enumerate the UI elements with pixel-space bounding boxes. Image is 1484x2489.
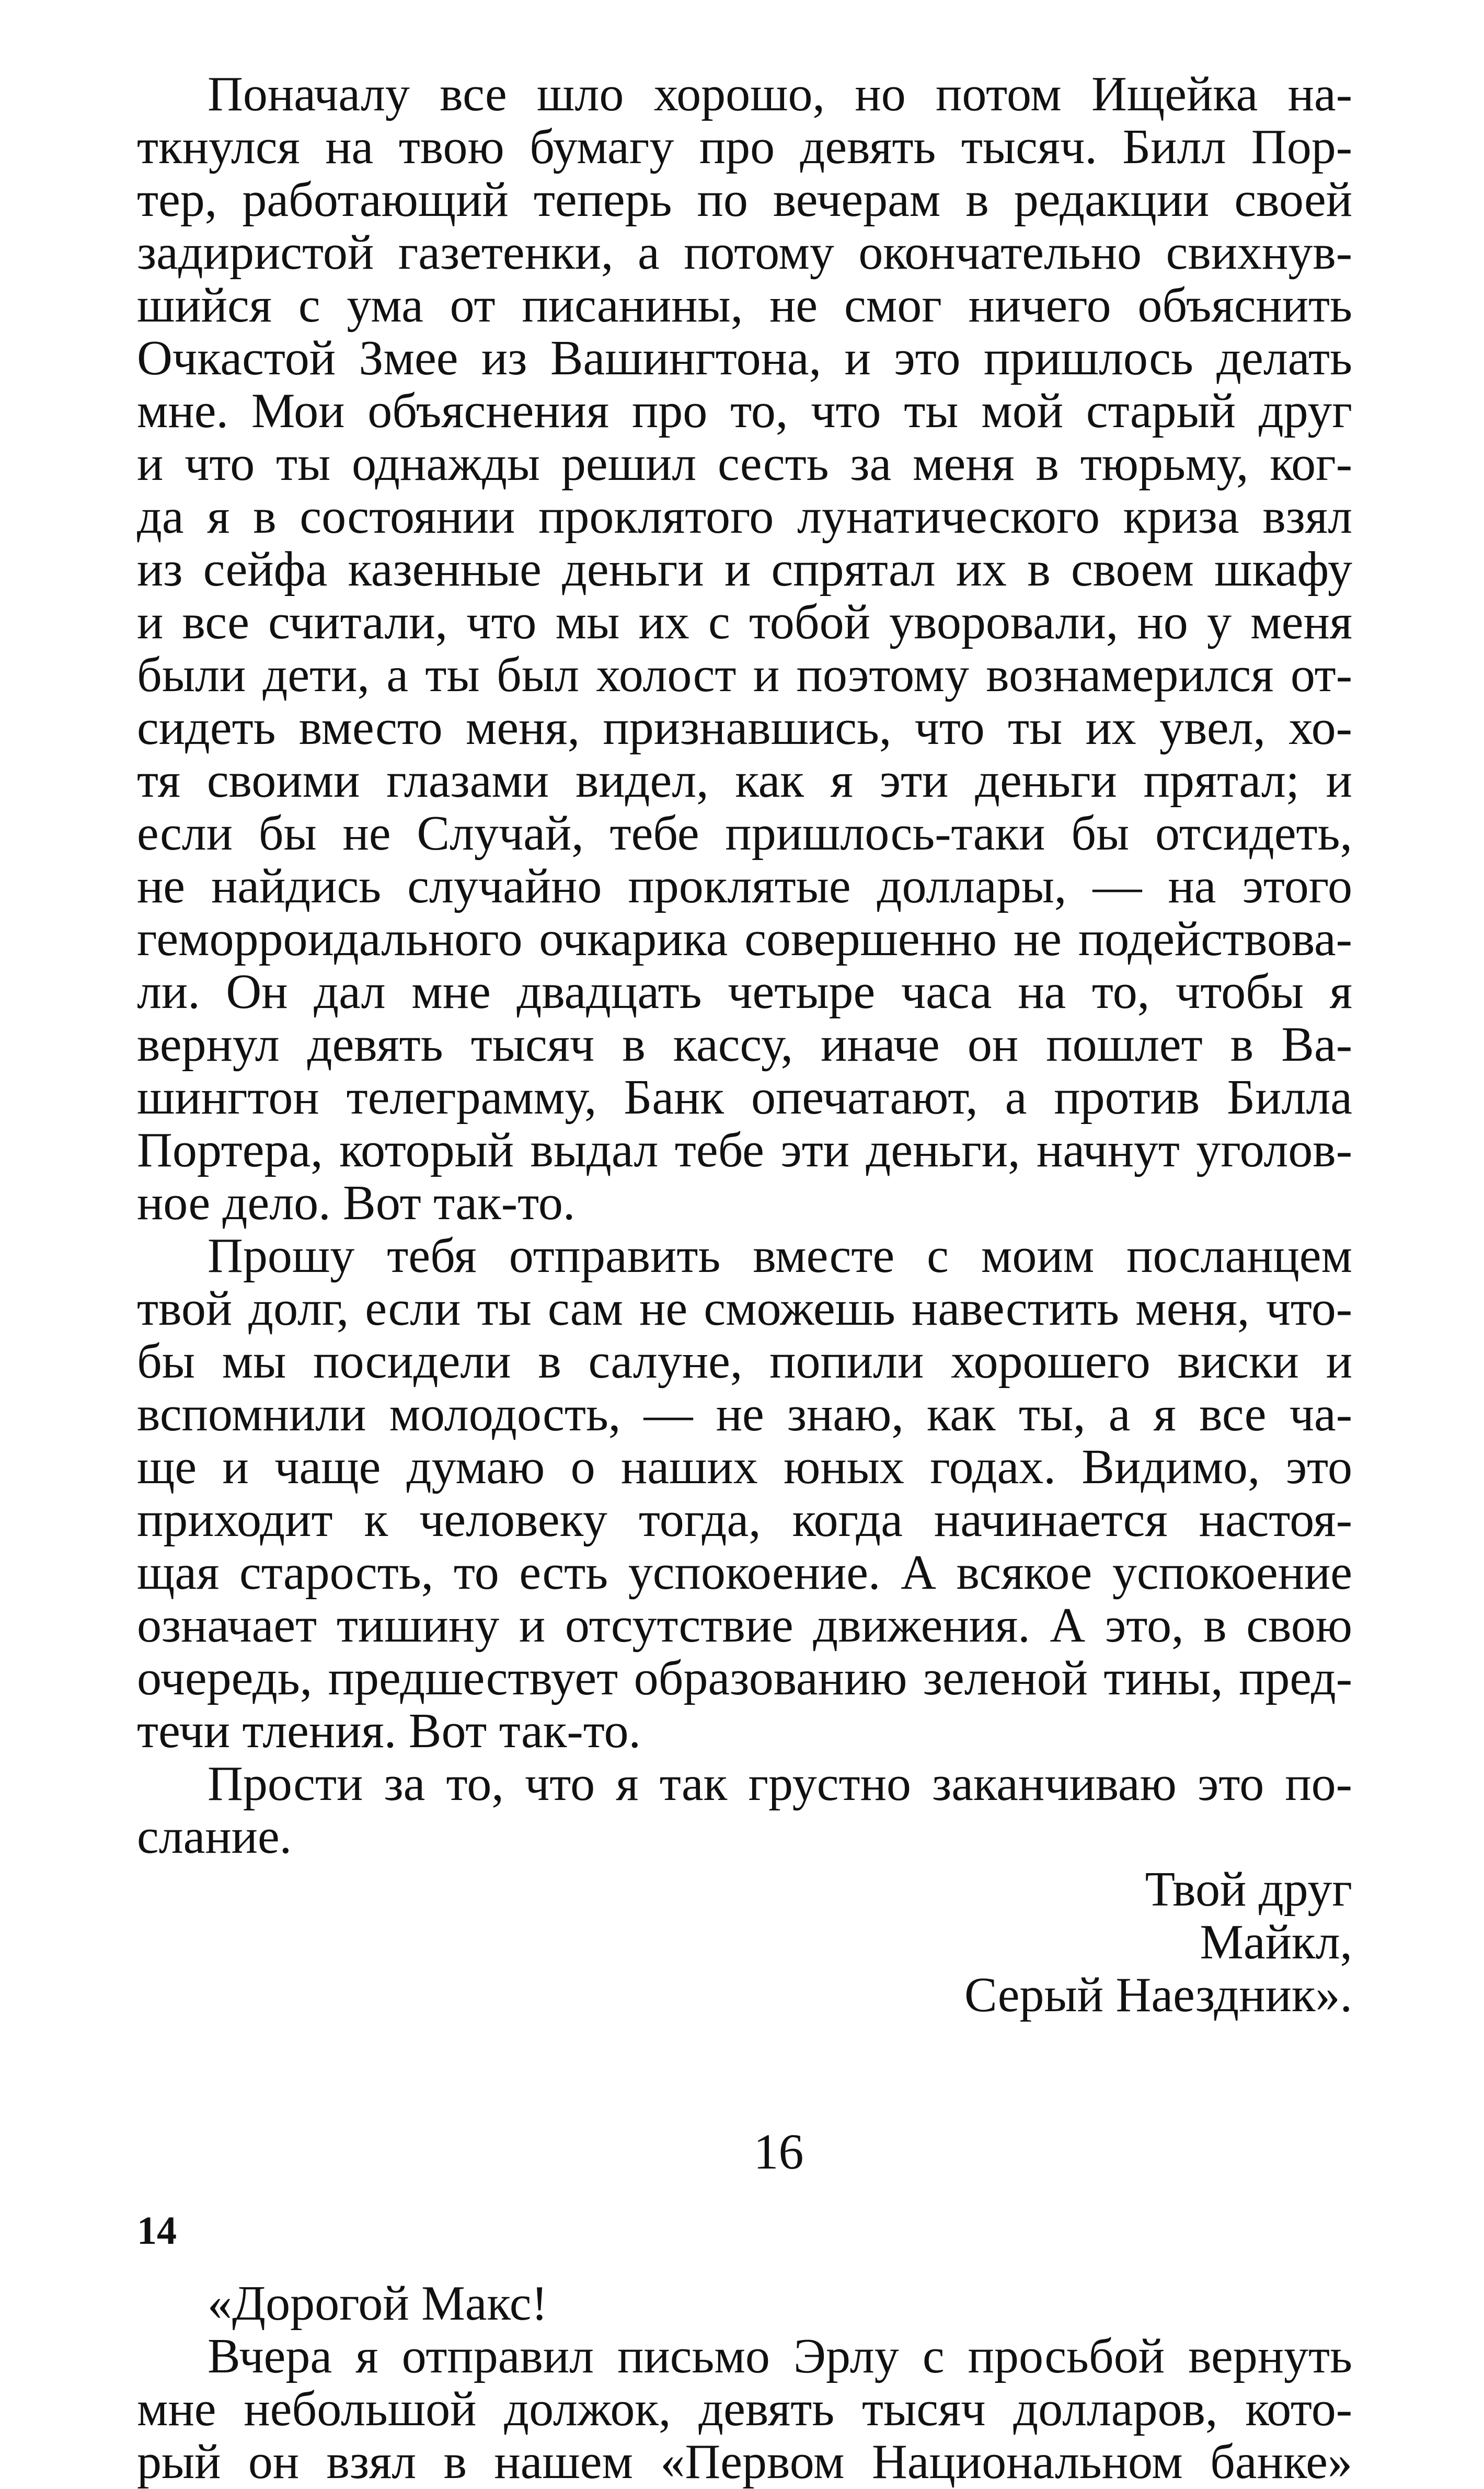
paragraph-1 [137,68,1352,1230]
text-line: Портера, который выдал тебе эти деньги, начнут уголов- [137,1123,1352,1177]
text-line: Очкастой Змее из Вашингтона, и это пришлось делать [137,331,1352,385]
book-page [137,67,1352,2489]
text-line: да я в состоянии проклятого лунатического криза взял [137,489,1352,544]
text-line: Поначалу все шло хорошо, но потом Ищейка на- [208,67,1352,121]
paragraph-2 [137,1230,1352,1758]
paragraph-3 [137,1758,1352,1863]
text-line: бы мы посидели в салуне, попили хорошего виски и [137,1334,1352,1389]
page-number: 14 [137,2209,177,2253]
paragraph-4 [137,2330,1352,2488]
text-line: означает тишину и отсутствие движения. А это, в свою [137,1598,1352,1653]
text-line: если бы не Случай, тебе пришлось-таки бы отсидеть, [137,806,1352,861]
text-line: геморроидального очкарика совершенно не подействова- [137,912,1352,966]
text-line: были дети, а ты был холост и поэтому вознамерился от- [137,648,1352,702]
text-line: слание. [137,1809,292,1864]
signature-line: Майкл, [1200,1915,1352,1969]
signature-line: Твой друг [1145,1862,1352,1917]
signature-line: Серый Наездник». [964,1968,1352,2022]
text-line: Прости за то, что я так грустно заканчиваю это по- [208,1757,1352,1811]
text-line: шингтон телеграмму, Банк опечатают, а против Билла [137,1070,1352,1125]
text-line: очередь, предшествует образованию зеленой тины, пред- [137,1651,1352,1705]
text-line: тер, работающий теперь по вечерам в редакции своей [137,173,1352,227]
text-line: и все считали, что мы их с тобой уворовали, но у меня [137,595,1352,649]
text-line: вспомнили молодость, — не знаю, как ты, а я все ча- [137,1387,1352,1441]
chapter-number: 16 [753,2124,804,2180]
text-line: мне небольшой должок, девять тысяч долларов, кото- [137,2382,1352,2436]
text-line: из сейфа казенные деньги и спрятал их в своем шкафу [137,542,1352,597]
text-line: щая старость, то есть успокоение. А всякое успокоение [137,1545,1352,1600]
text-line: задиристой газетенки, а потому окончательно свихнув- [137,225,1352,280]
text-line: «Дорогой Макс! [208,2276,548,2331]
text-line: течи тления. Вот так-то. [137,1704,641,1758]
text-line: не найдись случайно проклятые доллары, — на этого [137,859,1352,913]
text-line: твой долг, если ты сам не сможешь навестить меня, что- [137,1281,1352,1336]
text-line: сидеть вместо меня, признавшись, что ты их увел, хо- [137,701,1352,755]
text-line: Вчера я отправил письмо Эрлу с просьбой вернуть [208,2329,1352,2383]
text-line: ткнулся на твою бумагу про девять тысяч. Билл Пор- [137,120,1352,174]
text-line: ще и чаще думаю о наших юных годах. Видимо, это [137,1440,1352,1494]
letter-signature [137,1863,1352,2022]
text-line: тя своими глазами видел, как я эти деньги прятал; и [137,753,1352,808]
text-line: и что ты однажды решил сесть за меня в тюрьму, ког- [137,437,1352,491]
paragraph-greeting [137,2277,1352,2330]
text-line: шийся с ума от писанины, не смог ничего объяснить [137,278,1352,332]
text-line: вернул девять тысяч в кассу, иначе он пошлет в Ва- [137,1017,1352,1072]
text-line: приходит к человеку тогда, когда начинается настоя- [137,1493,1352,1547]
text-line: мне. Мои объяснения про то, что ты мой старый друг [137,384,1352,438]
text-line: ное дело. Вот так-то. [137,1176,576,1230]
text-line: Прошу тебя отправить вместе с моим посланцем [208,1229,1352,1283]
text-line: рый он взял в нашем «Первом Национальном банке» [137,2435,1352,2489]
text-line: ли. Он дал мне двадцать четыре часа на то, чтобы я [137,965,1352,1019]
